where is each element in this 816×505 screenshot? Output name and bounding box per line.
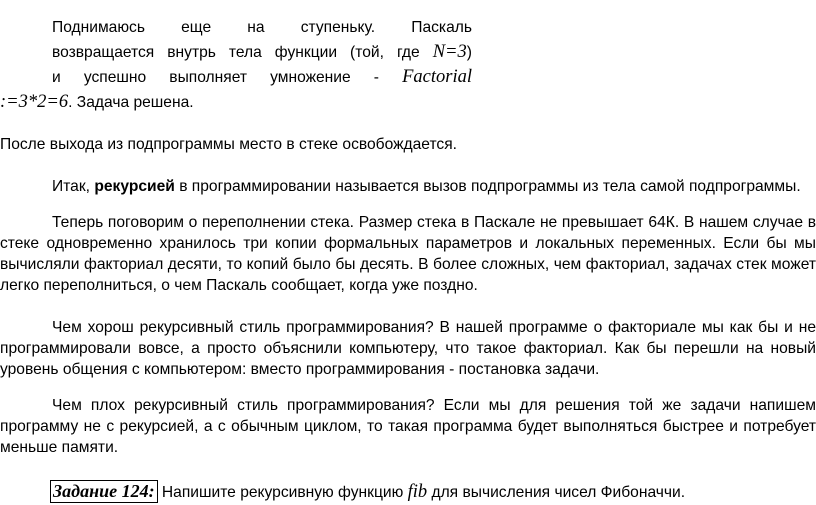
p1-line-4-text: . Задача решена. <box>68 94 194 111</box>
p1-line-2-text: возвращается внутрь тела функции (той, где <box>52 44 433 61</box>
p5-text: Чем хорош рекурсивный стиль программирования? В нашей программе о факториале мы как бы и не программировали вовсе, а просто объяснили компьютеру, что такое факториал. Как бы перешли на новый уровень общения с компьютером: вместо программирования - постановка задачи. <box>0 319 816 378</box>
term-recursion: рекурсией <box>94 178 175 195</box>
paragraph-stack-freed <box>0 134 816 155</box>
task-text-b: для вычисления чисел Фибоначчи. <box>427 484 686 501</box>
p4-text: Теперь поговорим о переполнении стека. Размер стека в Паскале не превышает 64К. В нашем случае в стеке одновременно хранилось три копии формальных параметров и локальных переменных. Если бы мы вычисляли факториал десяти, то копий было бы десять. В более сложных, чем факториал, задачах стек может легко переполниться, о чем Паскаль сообщает, когда уже поздно. <box>0 214 816 294</box>
task-label-box: Задание 124: <box>50 480 158 503</box>
formula-result: :=3*2=6 <box>0 92 69 112</box>
task-124 <box>50 480 810 503</box>
paragraph-stack-overflow <box>0 212 816 296</box>
p3-text-b: в программировании называется вызов подпрограммы из тела самой подпрограммы. <box>174 178 801 195</box>
p2-text: После выхода из подпрограммы место в стеке освобождается. <box>0 136 457 153</box>
formula-n-equals-3: N=3 <box>432 42 467 62</box>
p1-line-2-close: ) <box>466 44 472 61</box>
paragraph-recursion-pros <box>0 317 816 380</box>
paragraph-step-back <box>0 16 472 115</box>
p3-text-a: Итак, <box>52 178 95 195</box>
formula-factorial: Factorial <box>402 67 472 87</box>
p1-line-3 <box>52 65 472 90</box>
task-text-a: Напишите рекурсивную функцию <box>157 484 408 501</box>
p1-line-1-text: Поднимаюсь еще на ступеньку. Паскаль <box>52 19 472 36</box>
paragraph-recursion-cons <box>0 395 816 458</box>
p1-line-1 <box>52 16 472 40</box>
paragraph-recursion-definition <box>0 176 816 197</box>
p1-line-4 <box>0 90 420 115</box>
p6-text: Чем плох рекурсивный стиль программирования? Если мы для решения той же задачи напишем программу не с рекурсией, а с обычным циклом, то такая программа будет выполняться быстрее и потребует меньше памяти. <box>0 397 816 456</box>
p1-line-3-text: и успешно выполняет умножение - <box>52 69 403 86</box>
p1-line-2 <box>52 40 472 65</box>
function-name-fib: fib <box>407 482 428 502</box>
